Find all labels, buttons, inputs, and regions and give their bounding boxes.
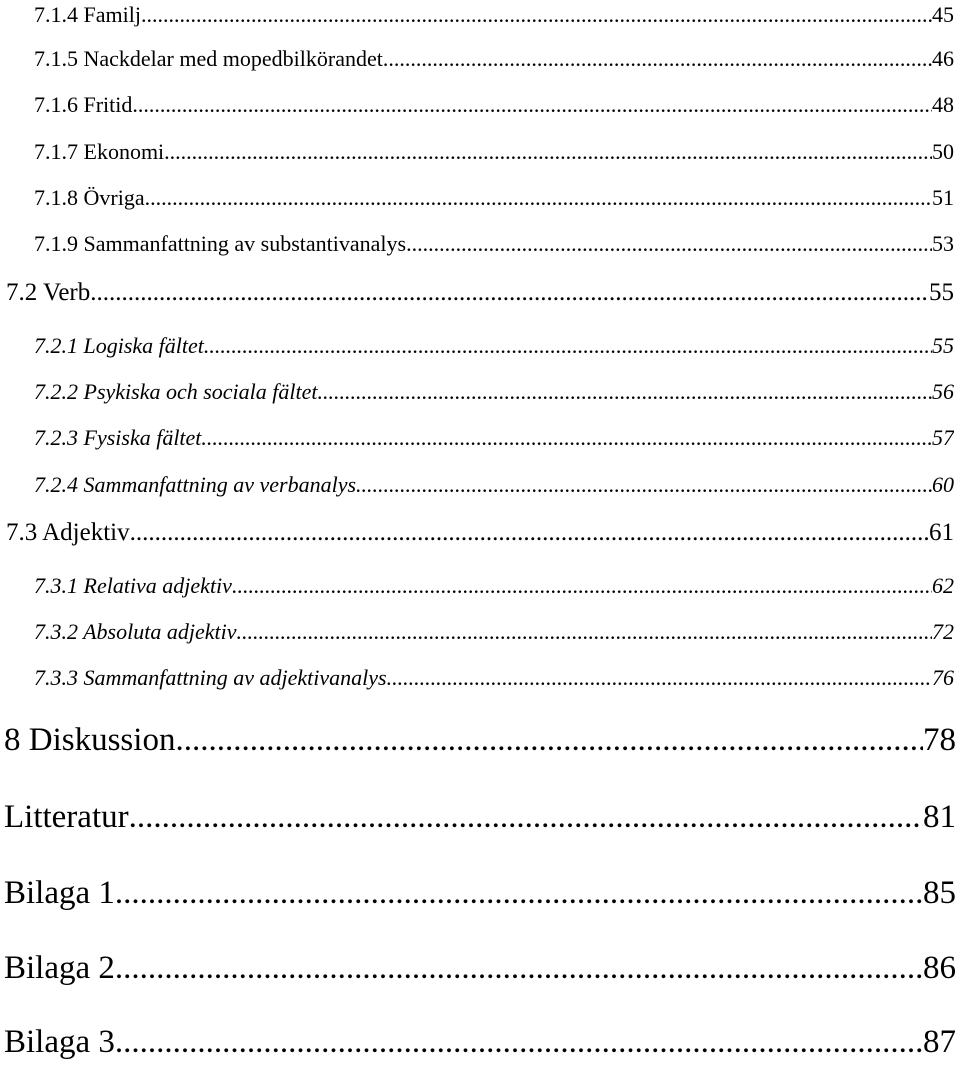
toc-dot-leader — [115, 1024, 923, 1061]
toc-entry-bilaga-3[interactable] — [4, 1024, 956, 1068]
toc-entry-page: 81 — [923, 799, 956, 835]
toc-entry-7-2-3[interactable] — [34, 425, 954, 455]
toc-entry-7-2-1[interactable] — [34, 333, 954, 363]
toc-dot-leader — [383, 46, 932, 72]
toc-entry-title: 8 Diskussion — [4, 722, 176, 758]
toc-dot-leader — [164, 139, 932, 165]
toc-entry-page: 48 — [932, 92, 954, 117]
toc-entry-title: 7.2.3 Fysiska fältet — [34, 425, 202, 450]
toc-entry-page: 57 — [932, 425, 954, 450]
toc-dot-leader — [356, 472, 932, 498]
toc-dot-leader — [175, 722, 923, 759]
toc-entry-page: 72 — [932, 619, 954, 644]
toc-dot-leader — [129, 799, 923, 836]
toc-dot-leader — [132, 92, 932, 118]
toc-dot-leader — [236, 619, 932, 645]
toc-dot-leader — [115, 950, 923, 987]
toc-entry-page: 61 — [929, 519, 954, 546]
toc-entry-page: 55 — [929, 279, 954, 306]
toc-entry-7-1-9[interactable] — [34, 231, 954, 261]
toc-dot-leader — [204, 333, 932, 359]
toc-entry-7-1-5[interactable] — [34, 46, 954, 76]
toc-dot-leader — [115, 875, 923, 912]
toc-entry-7-1-8[interactable] — [34, 185, 954, 215]
toc-entry-title: Litteratur — [4, 799, 129, 835]
toc-entry-page: 60 — [932, 472, 954, 497]
toc-entry-title: 7.2.1 Logiska fältet — [34, 333, 204, 358]
toc-dot-leader — [232, 573, 932, 599]
toc-entry-title: Bilaga 3 — [4, 1024, 115, 1060]
toc-dot-leader — [387, 665, 932, 691]
toc-dot-leader — [318, 379, 933, 405]
toc-dot-leader — [90, 279, 929, 307]
toc-entry-page: 53 — [932, 231, 954, 256]
toc-entry-title: 7.2.4 Sammanfattning av verbanalys — [34, 472, 357, 497]
toc-dot-leader — [141, 2, 932, 28]
toc-entry-7-1-6[interactable] — [34, 92, 954, 122]
toc-dot-leader — [130, 519, 929, 547]
toc-entry-title: 7.1.6 Fritid — [34, 92, 133, 117]
toc-entry-7-1-7[interactable] — [34, 139, 954, 169]
toc-entry-title: 7.2 Verb — [6, 279, 91, 306]
toc-entry-litteratur[interactable] — [4, 799, 956, 843]
toc-entry-title: 7.1.5 Nackdelar med mopedbilkörandet — [34, 46, 383, 71]
toc-entry-page: 55 — [932, 333, 954, 358]
toc-entry-7-1-4[interactable] — [34, 2, 954, 32]
toc-entry-bilaga-1[interactable] — [4, 875, 956, 919]
toc-entry-title: 7.1.8 Övriga — [34, 185, 145, 210]
toc-entry-page: 45 — [932, 2, 954, 27]
toc-entry-title: 7.1.9 Sammanfattning av substantivanalys — [34, 231, 407, 256]
toc-entry-7-3-1[interactable] — [34, 573, 954, 603]
toc-entry-page: 51 — [932, 185, 954, 210]
toc-entry-page: 76 — [932, 665, 954, 690]
toc-entry-title: 7.3.3 Sammanfattning av adjektivanalys — [34, 665, 387, 690]
toc-entry-page: 56 — [932, 379, 954, 404]
toc-entry-title: 7.1.7 Ekonomi — [34, 139, 165, 164]
toc-entry-page: 62 — [932, 573, 954, 598]
toc-entry-page: 50 — [932, 139, 954, 164]
toc-dot-leader — [145, 185, 932, 211]
toc-entry-7-2-4[interactable] — [34, 472, 954, 502]
toc-entry-7-3-3[interactable] — [34, 665, 954, 695]
toc-entry-7-2-2[interactable] — [34, 379, 954, 409]
toc-entry-title: 7.1.4 Familj — [34, 2, 141, 27]
toc-entry-page: 85 — [923, 875, 956, 911]
toc-dot-leader — [201, 425, 932, 451]
toc-entry-7-3-2[interactable] — [34, 619, 954, 649]
toc-entry-title: 7.3.1 Relativa adjektiv — [34, 573, 232, 598]
toc-entry-title: 7.2.2 Psykiska och sociala fältet — [34, 379, 318, 404]
toc-entry-page: 86 — [923, 950, 956, 986]
toc-entry-title: Bilaga 1 — [4, 875, 115, 911]
toc-entry-page: 46 — [932, 46, 954, 71]
toc-entry-title: 7.3.2 Absoluta adjektiv — [34, 619, 237, 644]
toc-entry-8[interactable] — [4, 722, 956, 766]
toc-dot-leader — [406, 231, 932, 257]
toc-entry-title: 7.3 Adjektiv — [6, 519, 130, 546]
toc-entry-bilaga-2[interactable] — [4, 950, 956, 994]
toc-entry-page: 87 — [923, 1024, 956, 1060]
toc-entry-7-2[interactable] — [6, 279, 954, 313]
toc-entry-page: 78 — [923, 722, 956, 758]
toc-entry-7-3[interactable] — [6, 519, 954, 553]
toc-entry-title: Bilaga 2 — [4, 950, 115, 986]
